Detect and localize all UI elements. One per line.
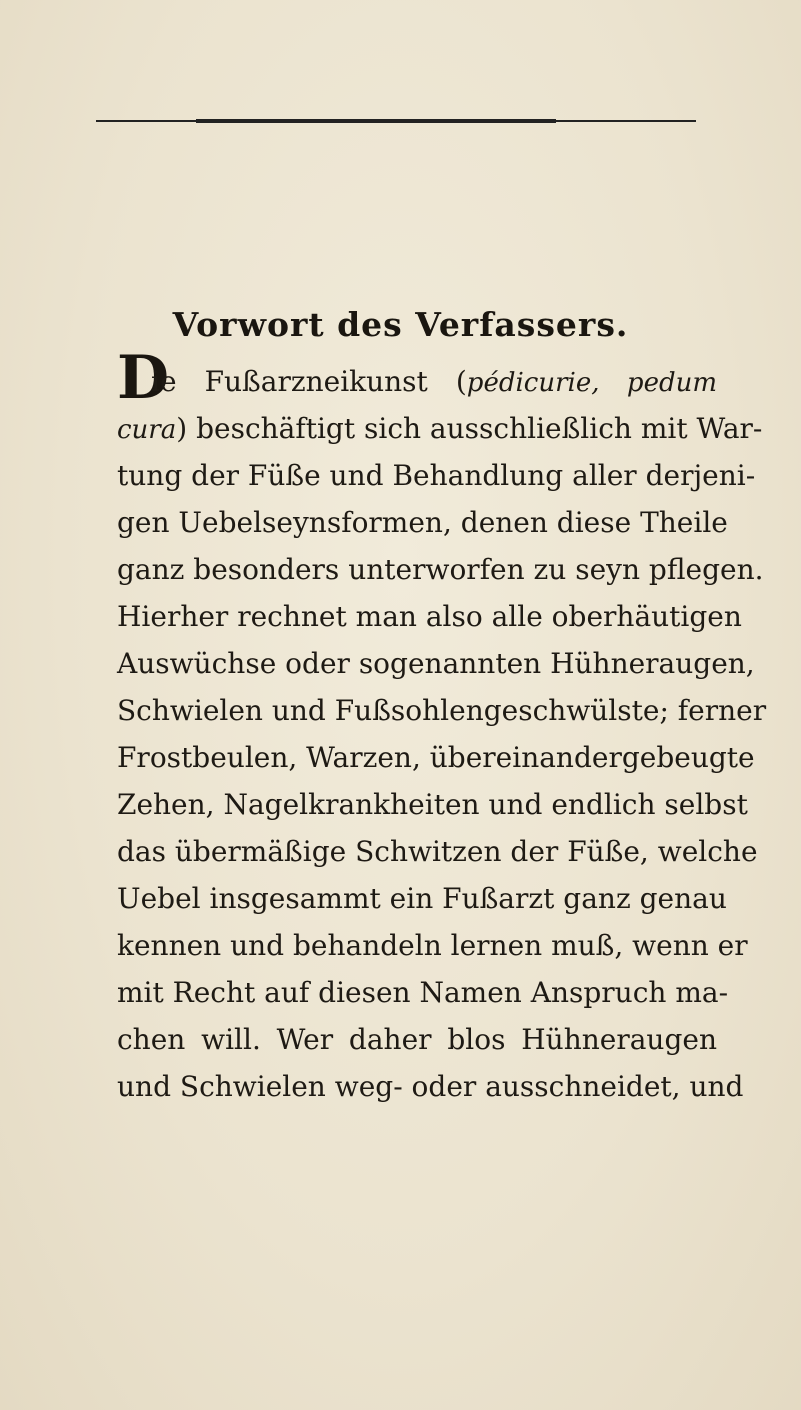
text-line: Uebel insgesammt ein Fußarzt ganz genau	[117, 882, 727, 915]
text-line: chen will. Wer daher blos Hühneraugen	[117, 1023, 717, 1056]
text-line: Hierher rechnet man also alle oberhäutigen	[117, 600, 742, 633]
text-line: und Schwielen weg- oder ausschneidet, und	[117, 1070, 744, 1103]
text-line: Frostbeulen, Warzen, übereinandergebeugte	[117, 741, 755, 774]
top-rule	[96, 120, 696, 122]
text-line: das übermäßige Schwitzen der Füße, welche	[117, 835, 758, 868]
text-line: ie Fußarzneikunst (pédicurie, pedum	[151, 365, 717, 398]
text-line: Zehen, Nagelkrankheiten und endlich selbst	[117, 788, 748, 821]
text-line: cura) beschäftigt sich ausschließlich mit War-	[117, 412, 763, 445]
text-line: gen Uebelseynsformen, denen diese Theile	[117, 506, 728, 539]
drop-initial: D	[117, 343, 170, 413]
body-text	[117, 358, 767, 1110]
text-line: Schwielen und Fußsohlengeschwülste; ferner	[117, 694, 767, 727]
text-line: mit Recht auf diesen Namen Anspruch ma-	[117, 976, 729, 1009]
text-line: kennen und behandeln lernen muß, wenn er	[117, 929, 748, 962]
text-line: tung der Füße und Behandlung aller derjeni-	[117, 459, 756, 492]
page-heading: Vorwort des Verfassers.	[172, 305, 629, 344]
text-line: Auswüchse oder sogenannten Hühneraugen,	[117, 647, 755, 680]
text-line: ganz besonders unterworfen zu seyn pflegen.	[117, 553, 764, 586]
